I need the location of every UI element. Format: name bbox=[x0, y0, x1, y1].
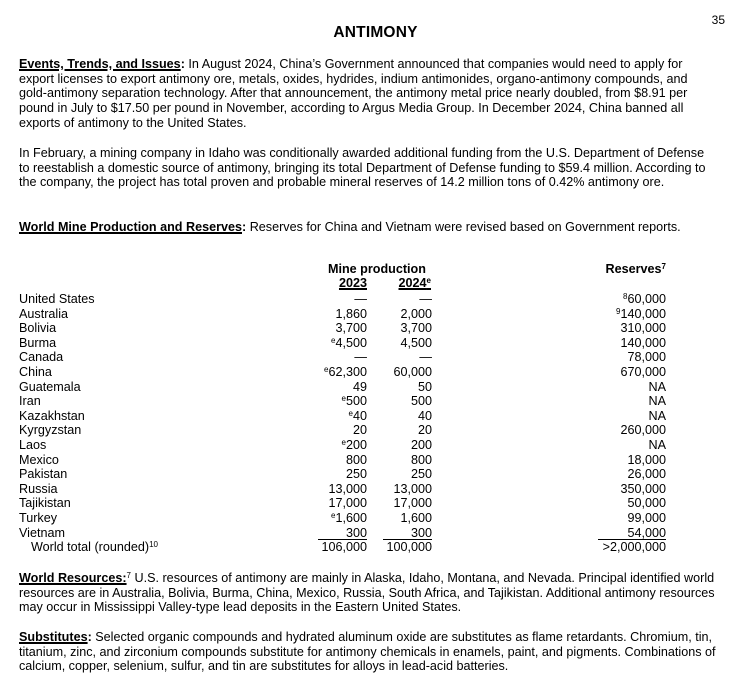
production-2023: 3,700 bbox=[335, 321, 367, 336]
table-row bbox=[0, 511, 751, 526]
total-row bbox=[0, 540, 751, 555]
production-2023: 250 bbox=[345, 467, 367, 482]
table-row bbox=[0, 453, 751, 468]
production-2024: 40 bbox=[417, 408, 432, 423]
country-name: Guatemala bbox=[19, 379, 81, 394]
production-2023: 13,000 bbox=[328, 481, 367, 496]
world-resources-paragraph: World Resources:$^7$ U.S. resources of antimony are mainly in Alaska, Idaho, Montana, and Nevada. Principal identified world resources are in Australia, Bolivia, Burma, China, Mexico, Russia, South Africa, and Tajikistan. Additional antimony resources may occur in Mississippi Valley-type lead deposits in the Eastern United States. bbox=[19, 571, 715, 615]
table-row bbox=[0, 321, 751, 336]
production-2024: 17,000 bbox=[393, 496, 432, 511]
country-name: Turkey bbox=[19, 510, 58, 525]
world-mine-text: Reserves for China and Vietnam were revised based on Government reports. bbox=[246, 220, 681, 234]
table-row bbox=[0, 365, 751, 380]
country-name: Australia bbox=[19, 306, 68, 321]
production-2023: 49 bbox=[352, 379, 367, 394]
production-2024: 300 bbox=[410, 525, 432, 540]
production-2023: $^e$1,600 bbox=[331, 510, 367, 525]
production-2023: — bbox=[354, 350, 367, 365]
production-2024: 2,000 bbox=[400, 306, 432, 321]
country-name: Canada bbox=[19, 350, 64, 365]
total-2023: 106,000 bbox=[321, 540, 367, 555]
country-name: Vietnam bbox=[19, 525, 65, 540]
substitutes-text: Selected organic compounds and hydrated aluminum oxide are substitutes as flame retardants. Chromium, tin, titanium, zinc, and zirconium compounds substitute for antimony chemicals in enamels, paint, and pigments. Combinations of calcium, copper, selenium, sulfur, and tin are substitutes for alloys in lead-acid batteries. bbox=[19, 630, 716, 674]
production-2024: 3,700 bbox=[400, 321, 432, 336]
production-2023: 17,000 bbox=[328, 496, 367, 511]
table-row bbox=[0, 380, 751, 395]
reserves-value: 54,000 bbox=[627, 525, 666, 540]
total-reserves: >2,000,000 bbox=[602, 540, 666, 555]
world-resources-heading: World Resources: bbox=[19, 571, 127, 585]
events-paragraph: Events, Trends, and Issues: In August 2024, China’s Government announced that companies would need to apply for export licenses to export antimony ore, metals, oxides, hydrides, indium antimonides, organo-antimony compounds, and gold-antimony separation technology. After that announcement, the antimony metal price nearly doubled, from $8.91 per pound in July to $17.50 per pound in November, according to Argus Media Group. In December 2024, China banned all exports of antimony to the United States. bbox=[19, 57, 688, 130]
table-row bbox=[0, 482, 751, 497]
table-row bbox=[0, 350, 751, 365]
reserves-value: 50,000 bbox=[627, 496, 666, 511]
total-rule bbox=[318, 539, 367, 540]
header-2023: 2023 bbox=[338, 276, 367, 290]
events-heading: Events, Trends, and Issues bbox=[19, 57, 181, 71]
country-name: Laos bbox=[19, 437, 47, 452]
table-row bbox=[0, 307, 751, 322]
country-name: United States bbox=[19, 292, 95, 306]
reserves-value: NA bbox=[648, 437, 666, 452]
reserves-value: 78,000 bbox=[627, 350, 666, 365]
table-row bbox=[0, 526, 751, 541]
country-name: Tajikistan bbox=[19, 496, 71, 511]
table-row bbox=[0, 438, 751, 453]
world-total-label: World total (rounded)$^{10}$ bbox=[31, 540, 158, 555]
reserves-value: 260,000 bbox=[620, 423, 666, 438]
production-2024: 13,000 bbox=[393, 481, 432, 496]
substitutes-paragraph: Substitutes: Selected organic compounds and hydrated aluminum oxide are substitutes as flame retardants. Chromium, tin, titanium, zinc, and zirconium compounds substitute for antimony chemicals in enamels, paint, and pigments. Combinations of calcium, copper, selenium, sulfur, and tin are substitutes for alloys in lead-acid batteries. bbox=[19, 630, 716, 674]
production-2023: $^e$40 bbox=[348, 408, 367, 423]
table-row bbox=[0, 423, 751, 438]
total-rule bbox=[383, 539, 432, 540]
country-name: China bbox=[19, 364, 52, 379]
reserves-value: 18,000 bbox=[627, 452, 666, 467]
production-2024: 200 bbox=[410, 437, 432, 452]
table-row bbox=[0, 292, 751, 307]
world-resources-text: U.S. resources of antimony are mainly in Alaska, Idaho, Montana, and Nevada. Principal identified world resources are in Australia, Bolivia, Burma, China, Mexico, Russia, South Africa, and Tajikistan. Additional antimony resources may occur in Mississippi Valley-type lead deposits in the Eastern United States. bbox=[19, 571, 715, 615]
production-2023: 300 bbox=[345, 525, 367, 540]
table-body bbox=[0, 292, 751, 555]
production-2024: 800 bbox=[410, 452, 432, 467]
table-row bbox=[0, 409, 751, 424]
production-2024: 250 bbox=[410, 467, 432, 482]
production-2023: 20 bbox=[352, 423, 367, 438]
country-name: Bolivia bbox=[19, 321, 57, 336]
reserves-value: 99,000 bbox=[627, 510, 666, 525]
reserves-value: $^8$60,000 bbox=[623, 292, 666, 306]
production-2023: $^e$200 bbox=[341, 437, 367, 452]
header-2024: 2024e bbox=[398, 276, 431, 290]
total-rule bbox=[598, 539, 666, 540]
production-2024: 500 bbox=[410, 394, 432, 409]
reserves-value: 310,000 bbox=[620, 321, 666, 336]
funding-paragraph: In February, a mining company in Idaho was conditionally awarded additional funding from the U.S. Department of Defense to reestablish a domestic source of antimony, bringing its total Department of Defense funding to $59.4 million. According to the company, the project has total proven and probable mineral reserves of 14.2 million tons of 0.42% antimony ore. bbox=[19, 146, 706, 190]
table-row bbox=[0, 394, 751, 409]
events-text: In August 2024, China’s Government announced that companies would need to apply for export licenses to export antimony ore, metals, oxides, hydrides, indium antimonides, organo-antimony compounds, and gold-antimony separation technology. After that announcement, the antimony metal price nearly doubled, from $8.91 per pound in July to $17.50 per pound in November, according to Argus Media Group. In December 2024, China banned all exports of antimony to the United States. bbox=[19, 57, 688, 130]
country-name: Mexico bbox=[19, 452, 59, 467]
production-2024: 20 bbox=[417, 423, 432, 438]
table-row bbox=[0, 467, 751, 482]
reserves-value: $^9$140,000 bbox=[616, 306, 666, 321]
reserves-value: 670,000 bbox=[620, 364, 666, 379]
table-row bbox=[0, 496, 751, 511]
country-name: Russia bbox=[19, 481, 58, 496]
production-2023: 800 bbox=[345, 452, 367, 467]
header-reserves: Reserves$^7$ bbox=[605, 262, 666, 276]
world-mine-heading: World Mine Production and Reserves bbox=[19, 220, 242, 234]
reserves-value: 26,000 bbox=[627, 467, 666, 482]
table-row bbox=[0, 336, 751, 351]
page-title: ANTIMONY bbox=[333, 24, 418, 41]
production-2023: $^e$62,300 bbox=[324, 364, 367, 379]
reserves-value: NA bbox=[648, 408, 666, 423]
reserves-value: 350,000 bbox=[620, 481, 666, 496]
production-2024: 50 bbox=[417, 379, 432, 394]
country-name: Pakistan bbox=[19, 467, 68, 482]
production-2023: $^e$4,500 bbox=[331, 335, 367, 350]
header-mine-production: Mine production bbox=[328, 262, 426, 276]
production-2023: $^e$500 bbox=[341, 394, 367, 409]
world-mine-paragraph: World Mine Production and Reserves: Reserves for China and Vietnam were revised based on Government reports. bbox=[19, 220, 681, 234]
production-2023: — bbox=[354, 292, 367, 306]
production-2024: — bbox=[419, 350, 432, 365]
production-2024: — bbox=[419, 292, 432, 306]
production-2024: 60,000 bbox=[393, 364, 432, 379]
page-number: 35 bbox=[711, 13, 725, 27]
substitutes-heading: Substitutes bbox=[19, 630, 88, 644]
country-name: Burma bbox=[19, 335, 57, 350]
production-2024: 1,600 bbox=[400, 510, 432, 525]
total-2024: 100,000 bbox=[386, 540, 432, 555]
country-name: Kyrgyzstan bbox=[19, 423, 82, 438]
country-name: Kazakhstan bbox=[19, 408, 85, 423]
reserves-value: 140,000 bbox=[620, 335, 666, 350]
production-2023: 1,860 bbox=[335, 306, 367, 321]
reserves-value: NA bbox=[648, 394, 666, 409]
production-2024: 4,500 bbox=[400, 335, 432, 350]
reserves-value: NA bbox=[648, 379, 666, 394]
country-name: Iran bbox=[19, 394, 41, 409]
